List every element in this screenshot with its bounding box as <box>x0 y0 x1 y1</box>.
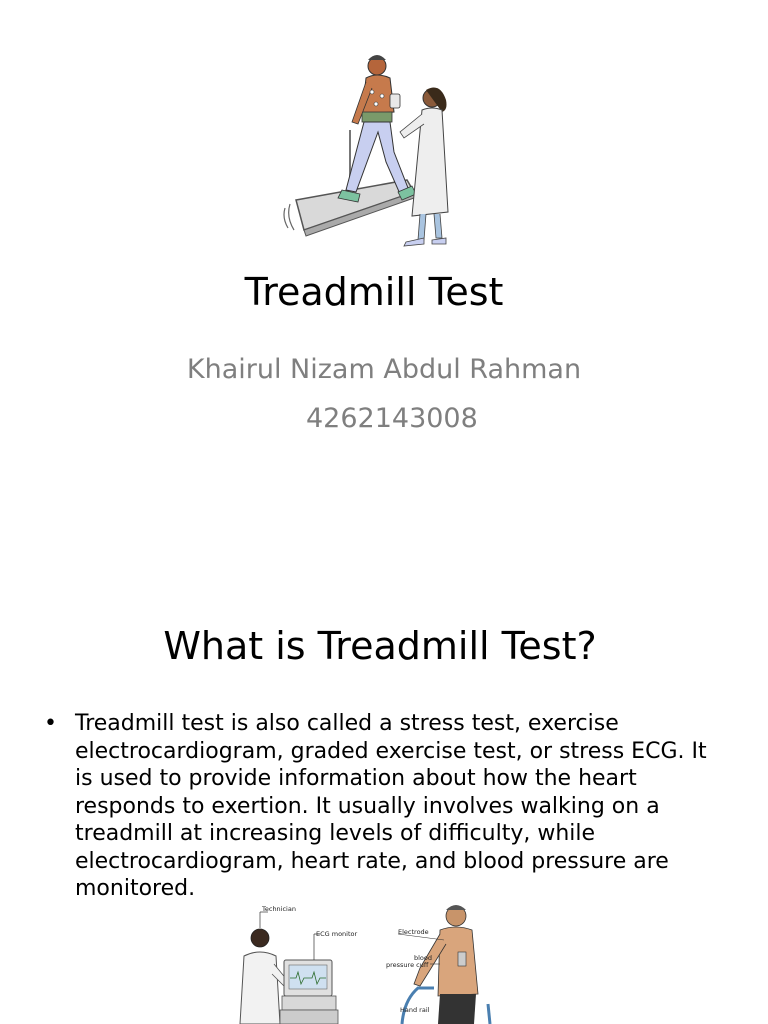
technician-label: Technician <box>262 905 296 913</box>
bullet-list <box>44 710 724 903</box>
presentation-title: Treadmill Test <box>244 270 504 314</box>
bp-cuff-label-line1: blood <box>414 954 433 962</box>
student-id: 4262143008 <box>306 403 478 434</box>
slide-title: What is Treadmill Test? <box>163 624 597 668</box>
bullet-text: Treadmill test is also called a stress test, exercise electrocardiogram, graded exercise test, or stress ECG. It is used to provide information about how the heart responds to exertion. It usually involves walking on a treadmill at increasing levels of difficulty, while electrocardiogram, heart rate, and blood pressure are monitored. <box>75 711 707 901</box>
bp-cuff-label-line2: pressure cuff <box>386 961 429 969</box>
treadmill-patient-nurse-icon <box>282 52 472 252</box>
ecg-monitor-icon <box>280 960 338 1024</box>
definition-slide <box>0 512 768 1024</box>
author-name: Khairul Nizam Abdul Rahman <box>186 354 582 385</box>
ecg-monitor-label: ECG monitor <box>316 930 358 938</box>
stress-test-diagram-icon <box>234 904 502 1024</box>
electrode-label: Electrode <box>398 928 429 936</box>
list-item <box>44 710 724 903</box>
hand-rail-label: Hand rail <box>400 1006 430 1014</box>
bullet-icon: • <box>44 711 57 736</box>
